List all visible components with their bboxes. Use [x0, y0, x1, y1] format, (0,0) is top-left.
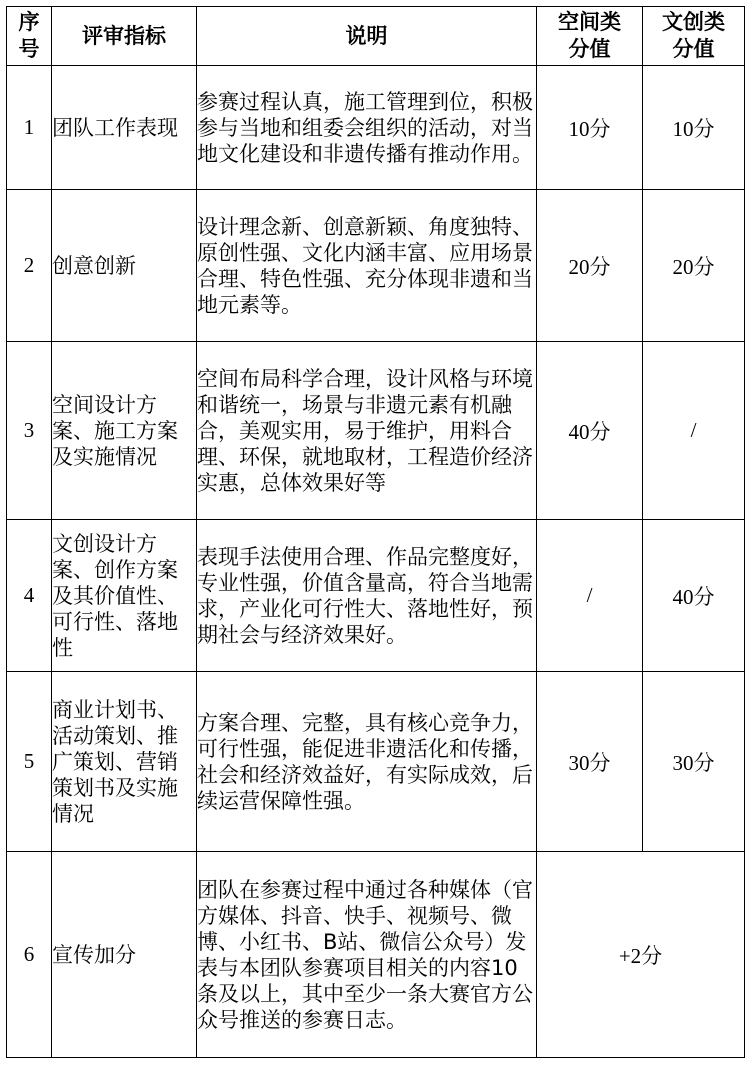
table-header-row: [7, 7, 745, 66]
creative-score-cell: 10分: [643, 66, 745, 190]
table-row: [7, 672, 745, 852]
row-number: 3: [7, 342, 52, 520]
header-space-score: 空间类 分值: [537, 7, 643, 66]
space-score-cell: 10分: [537, 66, 643, 190]
indicator-cell: 空间设计方案、施工方案及实施情况: [52, 342, 197, 520]
header-creative-score: 文创类 分值: [643, 7, 745, 66]
space-score-cell: /: [537, 520, 643, 672]
description-cell: 方案合理、完整，具有核心竞争力，可行性强，能促进非遗活化和传播，社会和经济效益好，有实际成效，后续运营保障性强。: [197, 672, 537, 852]
scoring-criteria-table: [6, 6, 745, 1058]
table-row: [7, 66, 745, 190]
creative-score-cell: /: [643, 342, 745, 520]
row-number: 1: [7, 66, 52, 190]
description-cell: 设计理念新、创意新颖、角度独特、原创性强、文化内涵丰富、应用场景合理、特色性强、充分体现非遗和当地元素等。: [197, 190, 537, 342]
indicator-cell: 团队工作表现: [52, 66, 197, 190]
row-number: 6: [7, 852, 52, 1058]
header-description: 说明: [197, 7, 537, 66]
merged-score-cell: +2分: [537, 852, 745, 1058]
space-score-cell: 40分: [537, 342, 643, 520]
table-row: [7, 520, 745, 672]
creative-score-cell: 40分: [643, 520, 745, 672]
table-row: [7, 852, 745, 1058]
indicator-cell: 文创设计方案、创作方案及其价值性、可行性、落地性: [52, 520, 197, 672]
description-cell: 空间布局科学合理，设计风格与环境和谐统一，场景与非遗元素有机融合，美观实用，易于维护，用料合理、环保，就地取材，工程造价经济实惠，总体效果好等: [197, 342, 537, 520]
header-serial-number: 序 号: [7, 7, 52, 66]
space-score-cell: 30分: [537, 672, 643, 852]
space-score-cell: 20分: [537, 190, 643, 342]
description-cell: 团队在参赛过程中通过各种媒体（官方媒体、抖音、快手、视频号、微博、小红书、B站、微信公众号）发表与本团队参赛项目相关的内容10条及以上，其中至少一条大赛官方公众号推送的参赛日志。: [197, 852, 537, 1058]
description-cell: 参赛过程认真，施工管理到位，积极参与当地和组委会组织的活动，对当地文化建设和非遗传播有推动作用。: [197, 66, 537, 190]
row-number: 5: [7, 672, 52, 852]
row-number: 2: [7, 190, 52, 342]
indicator-cell: 创意创新: [52, 190, 197, 342]
indicator-cell: 宣传加分: [52, 852, 197, 1058]
creative-score-cell: 20分: [643, 190, 745, 342]
indicator-cell: 商业计划书、活动策划、推广策划、营销策划书及实施情况: [52, 672, 197, 852]
table-row: [7, 342, 745, 520]
creative-score-cell: 30分: [643, 672, 745, 852]
row-number: 4: [7, 520, 52, 672]
header-indicator: 评审指标: [52, 7, 197, 66]
description-cell: 表现手法使用合理、作品完整度好，专业性强，价值含量高，符合当地需求，产业化可行性大、落地性好，预期社会与经济效果好。: [197, 520, 537, 672]
table-row: [7, 190, 745, 342]
